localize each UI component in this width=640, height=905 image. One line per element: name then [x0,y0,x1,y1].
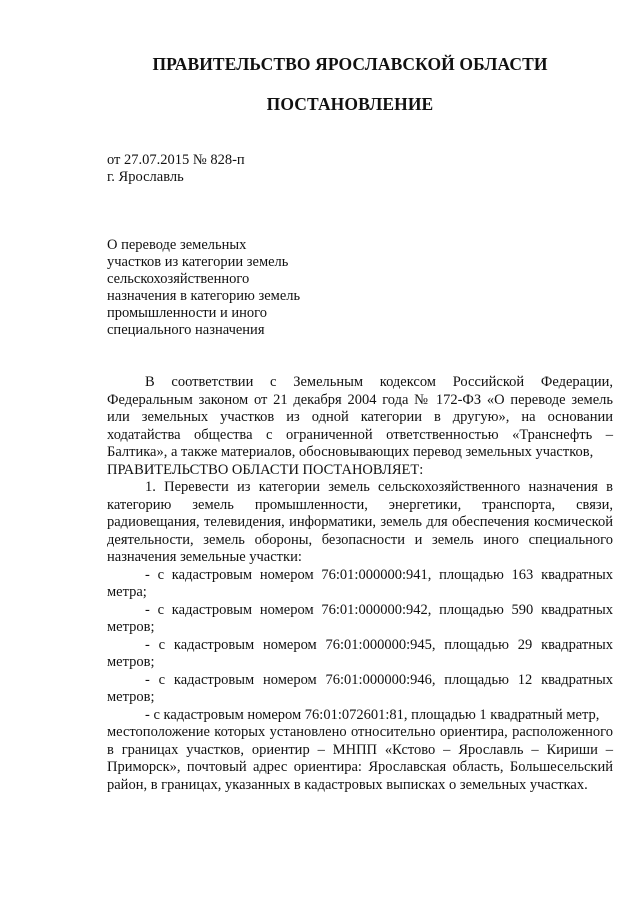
plot-item: - с кадастровым номером 76:01:072601:81, площадью 1 квадратный метр, [145,706,600,723]
resolves-heading: ПРАВИТЕЛЬСТВО ОБЛАСТИ ПОСТАНОВЛЯЕТ: [107,461,424,478]
plot-item: - с кадастровым номером 76:01:000000:946, площадью 12 квадратных метров; [107,671,613,705]
date-number: от 27.07.2015 № 828-п [107,152,245,168]
document-subject [107,237,300,339]
plot-item: - с кадастровым номером 76:01:000000:941, площадью 163 квадратных метра; [107,566,613,600]
preamble: В соответствии с Земельным кодексом Российской Федерации, Федеральным законом от 21 декабря 2004 года № 172-ФЗ «О переводе земель или земельных участков из одной категории в другую», на основании ходатайства общества с ограниченной ответственностью «Транснефть – Балтика», а также материалов, обосновывающих перевод земельных участков, [107,374,613,460]
city: г. Ярославль [107,169,184,185]
item-1: 1. Перевести из категории земель сельскохозяйственного назначения в категорию земель промышленности, энергетики, транспорта, связи, радиовещания, телевидения, информатики, земель для обеспечения космической деятельности, земель обороны, безопасности и земель иного специального назначения земельные участки: [107,479,613,565]
location-paragraph: местоположение которых установлено относительно ориентира, расположенного в границах участков, ориентир – МНПП «Кстово – Ярославль – Кириши – Приморск», почтовый адрес ориентира: Ярославская область, Большесельский район, в границах, указанных в кадастровых выписках о земельных участках. [107,724,613,793]
subject-line: специального назначения [107,322,265,338]
plot-item: - с кадастровым номером 76:01:000000:942, площадью 590 квадратных метров; [107,601,613,635]
document-meta [107,152,245,186]
subject-line: назначения в категорию земель [107,288,301,304]
document-type: ПОСТАНОВЛЕНИЕ [266,94,434,114]
subject-line: О переводе земельных [107,237,247,253]
plot-item: - с кадастровым номером 76:01:000000:945, площадью 29 квадратных метров; [107,636,613,670]
document-body [107,374,613,794]
subject-line: промышленности и иного [107,305,268,321]
subject-line: участков из категории земель [107,254,289,270]
org-title: ПРАВИТЕЛЬСТВО ЯРОСЛАВСКОЙ ОБЛАСТИ [152,54,548,74]
subject-line: сельскохозяйственного [107,271,250,287]
